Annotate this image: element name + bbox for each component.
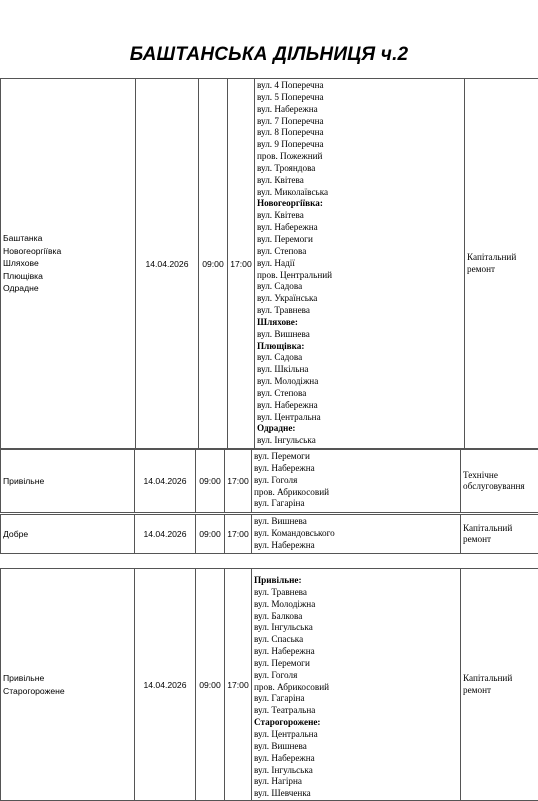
location-name: Привільне	[3, 672, 132, 685]
work-type-cell: Капітальний ремонт	[461, 569, 538, 801]
start-time-cell: 09:00	[199, 79, 228, 449]
date-cell: 14.04.2026	[135, 450, 196, 513]
street-item: вул. Шкільна	[257, 364, 462, 376]
street-item: вул. Трояндова	[257, 163, 462, 175]
street-item: вул. Інгульська	[254, 622, 458, 634]
street-item: вул. Вишнева	[254, 741, 458, 753]
street-item: вул. Вишнева	[257, 329, 462, 341]
settlement-header: Одрадне:	[257, 423, 462, 435]
location-name: Одрадне	[3, 282, 133, 295]
location-name: Шляхове	[3, 257, 133, 270]
street-item: вул. Набережна	[254, 540, 458, 552]
table-row	[1, 515, 538, 554]
streets-cell	[252, 515, 461, 554]
street-item: вул. Квітева	[257, 210, 462, 222]
start-time-cell: 09:00	[196, 569, 225, 801]
start-time-cell: 09:00	[196, 515, 225, 554]
street-item: вул. Інгульська	[257, 435, 462, 447]
street-item: вул. Гоголя	[254, 475, 458, 487]
end-time-cell: 17:00	[225, 450, 252, 513]
location-cell	[1, 569, 135, 801]
street-item: вул. 5 Поперечна	[257, 92, 462, 104]
street-item: вул. Набережна	[257, 400, 462, 412]
street-item: вул. Балкова	[254, 611, 458, 623]
street-item: пров. Абрикосовий	[254, 682, 458, 694]
schedule-table-4	[0, 568, 538, 801]
location-cell	[1, 450, 135, 513]
street-item: вул. Степова	[257, 388, 462, 400]
street-item: вул. 4 Поперечна	[257, 80, 462, 92]
streets-cell	[252, 450, 461, 513]
settlement-header: Новогеоргіївка:	[257, 198, 462, 210]
location-cell	[1, 515, 135, 554]
work-type-cell: Капітальний ремонт	[461, 515, 538, 554]
street-item: вул. Миколаївська	[257, 187, 462, 199]
street-item: вул. Гагаріна	[254, 498, 458, 510]
settlement-header: Плющівка:	[257, 341, 462, 353]
location-name: Старогорожене	[3, 685, 132, 698]
streets-cell	[252, 569, 461, 801]
location-name: Привільне	[3, 475, 132, 488]
streets-cell	[255, 79, 465, 449]
street-item: вул. Центральна	[257, 412, 462, 424]
street-item: вул. Молодіжна	[257, 376, 462, 388]
schedule-table-1	[0, 78, 538, 449]
street-item: вул. Садова	[257, 281, 462, 293]
street-item: пров. Пожежний	[257, 151, 462, 163]
street-item: вул. Перемоги	[254, 451, 458, 463]
date-cell: 14.04.2026	[135, 515, 196, 554]
settlement-header: Старогорожене:	[254, 717, 458, 729]
street-item: вул. Центральна	[254, 729, 458, 741]
street-item: вул. Шевченка	[254, 788, 458, 800]
street-item: вул. Садова	[257, 352, 462, 364]
settlement-header: Привільне:	[254, 575, 458, 587]
schedule-table-3	[0, 514, 538, 554]
location-name: Баштанка	[3, 232, 133, 245]
location-cell	[1, 79, 136, 449]
street-item: вул. Нагірна	[254, 776, 458, 788]
date-cell: 14.04.2026	[135, 569, 196, 801]
street-item: вул. Вишнева	[254, 516, 458, 528]
start-time-cell: 09:00	[196, 450, 225, 513]
street-item: вул. Гагаріна	[254, 693, 458, 705]
street-item: вул. Набережна	[257, 104, 462, 116]
street-item: вул. Спаська	[254, 634, 458, 646]
schedule-table-2	[0, 449, 538, 513]
table-row	[1, 450, 538, 513]
date-cell: 14.04.2026	[136, 79, 199, 449]
location-name: Добре	[3, 528, 132, 541]
street-item: вул. Гоголя	[254, 670, 458, 682]
location-name: Плющівка	[3, 270, 133, 283]
street-item: вул. 7 Поперечна	[257, 116, 462, 128]
street-item: вул. 8 Поперечна	[257, 127, 462, 139]
end-time-cell: 17:00	[225, 515, 252, 554]
street-item: пров. Абрикосовий	[254, 487, 458, 499]
end-time-cell: 17:00	[228, 79, 255, 449]
settlement-header: Шляхове:	[257, 317, 462, 329]
street-item: вул. Інгульська	[254, 765, 458, 777]
page-title: БАШТАНСЬКА ДІЛЬНИЦЯ ч.2	[0, 44, 538, 66]
end-time-cell: 17:00	[225, 569, 252, 801]
table-row	[1, 569, 538, 801]
street-item: вул. Українська	[257, 293, 462, 305]
street-item: вул. Квітева	[257, 175, 462, 187]
work-type-cell: Капітальний ремонт	[465, 79, 538, 449]
street-item: вул. Перемоги	[257, 234, 462, 246]
street-item: вул. Театральна	[254, 705, 458, 717]
street-item: вул. Травнева	[254, 587, 458, 599]
street-item: пров. Центральний	[257, 270, 462, 282]
street-item: вул. Травнева	[257, 305, 462, 317]
street-item: вул. Перемоги	[254, 658, 458, 670]
work-type-cell: Технічне обслуговування	[461, 450, 538, 513]
table-row	[1, 79, 538, 449]
street-item: вул. Командовського	[254, 528, 458, 540]
street-item: вул. 9 Поперечна	[257, 139, 462, 151]
location-name: Новогеоргіївка	[3, 245, 133, 258]
street-item: вул. Набережна	[257, 222, 462, 234]
street-item: вул. Набережна	[254, 753, 458, 765]
street-item: вул. Молодіжна	[254, 599, 458, 611]
street-item: вул. Надії	[257, 258, 462, 270]
street-item: вул. Набережна	[254, 646, 458, 658]
street-item: вул. Набережна	[254, 463, 458, 475]
street-item: вул. Степова	[257, 246, 462, 258]
